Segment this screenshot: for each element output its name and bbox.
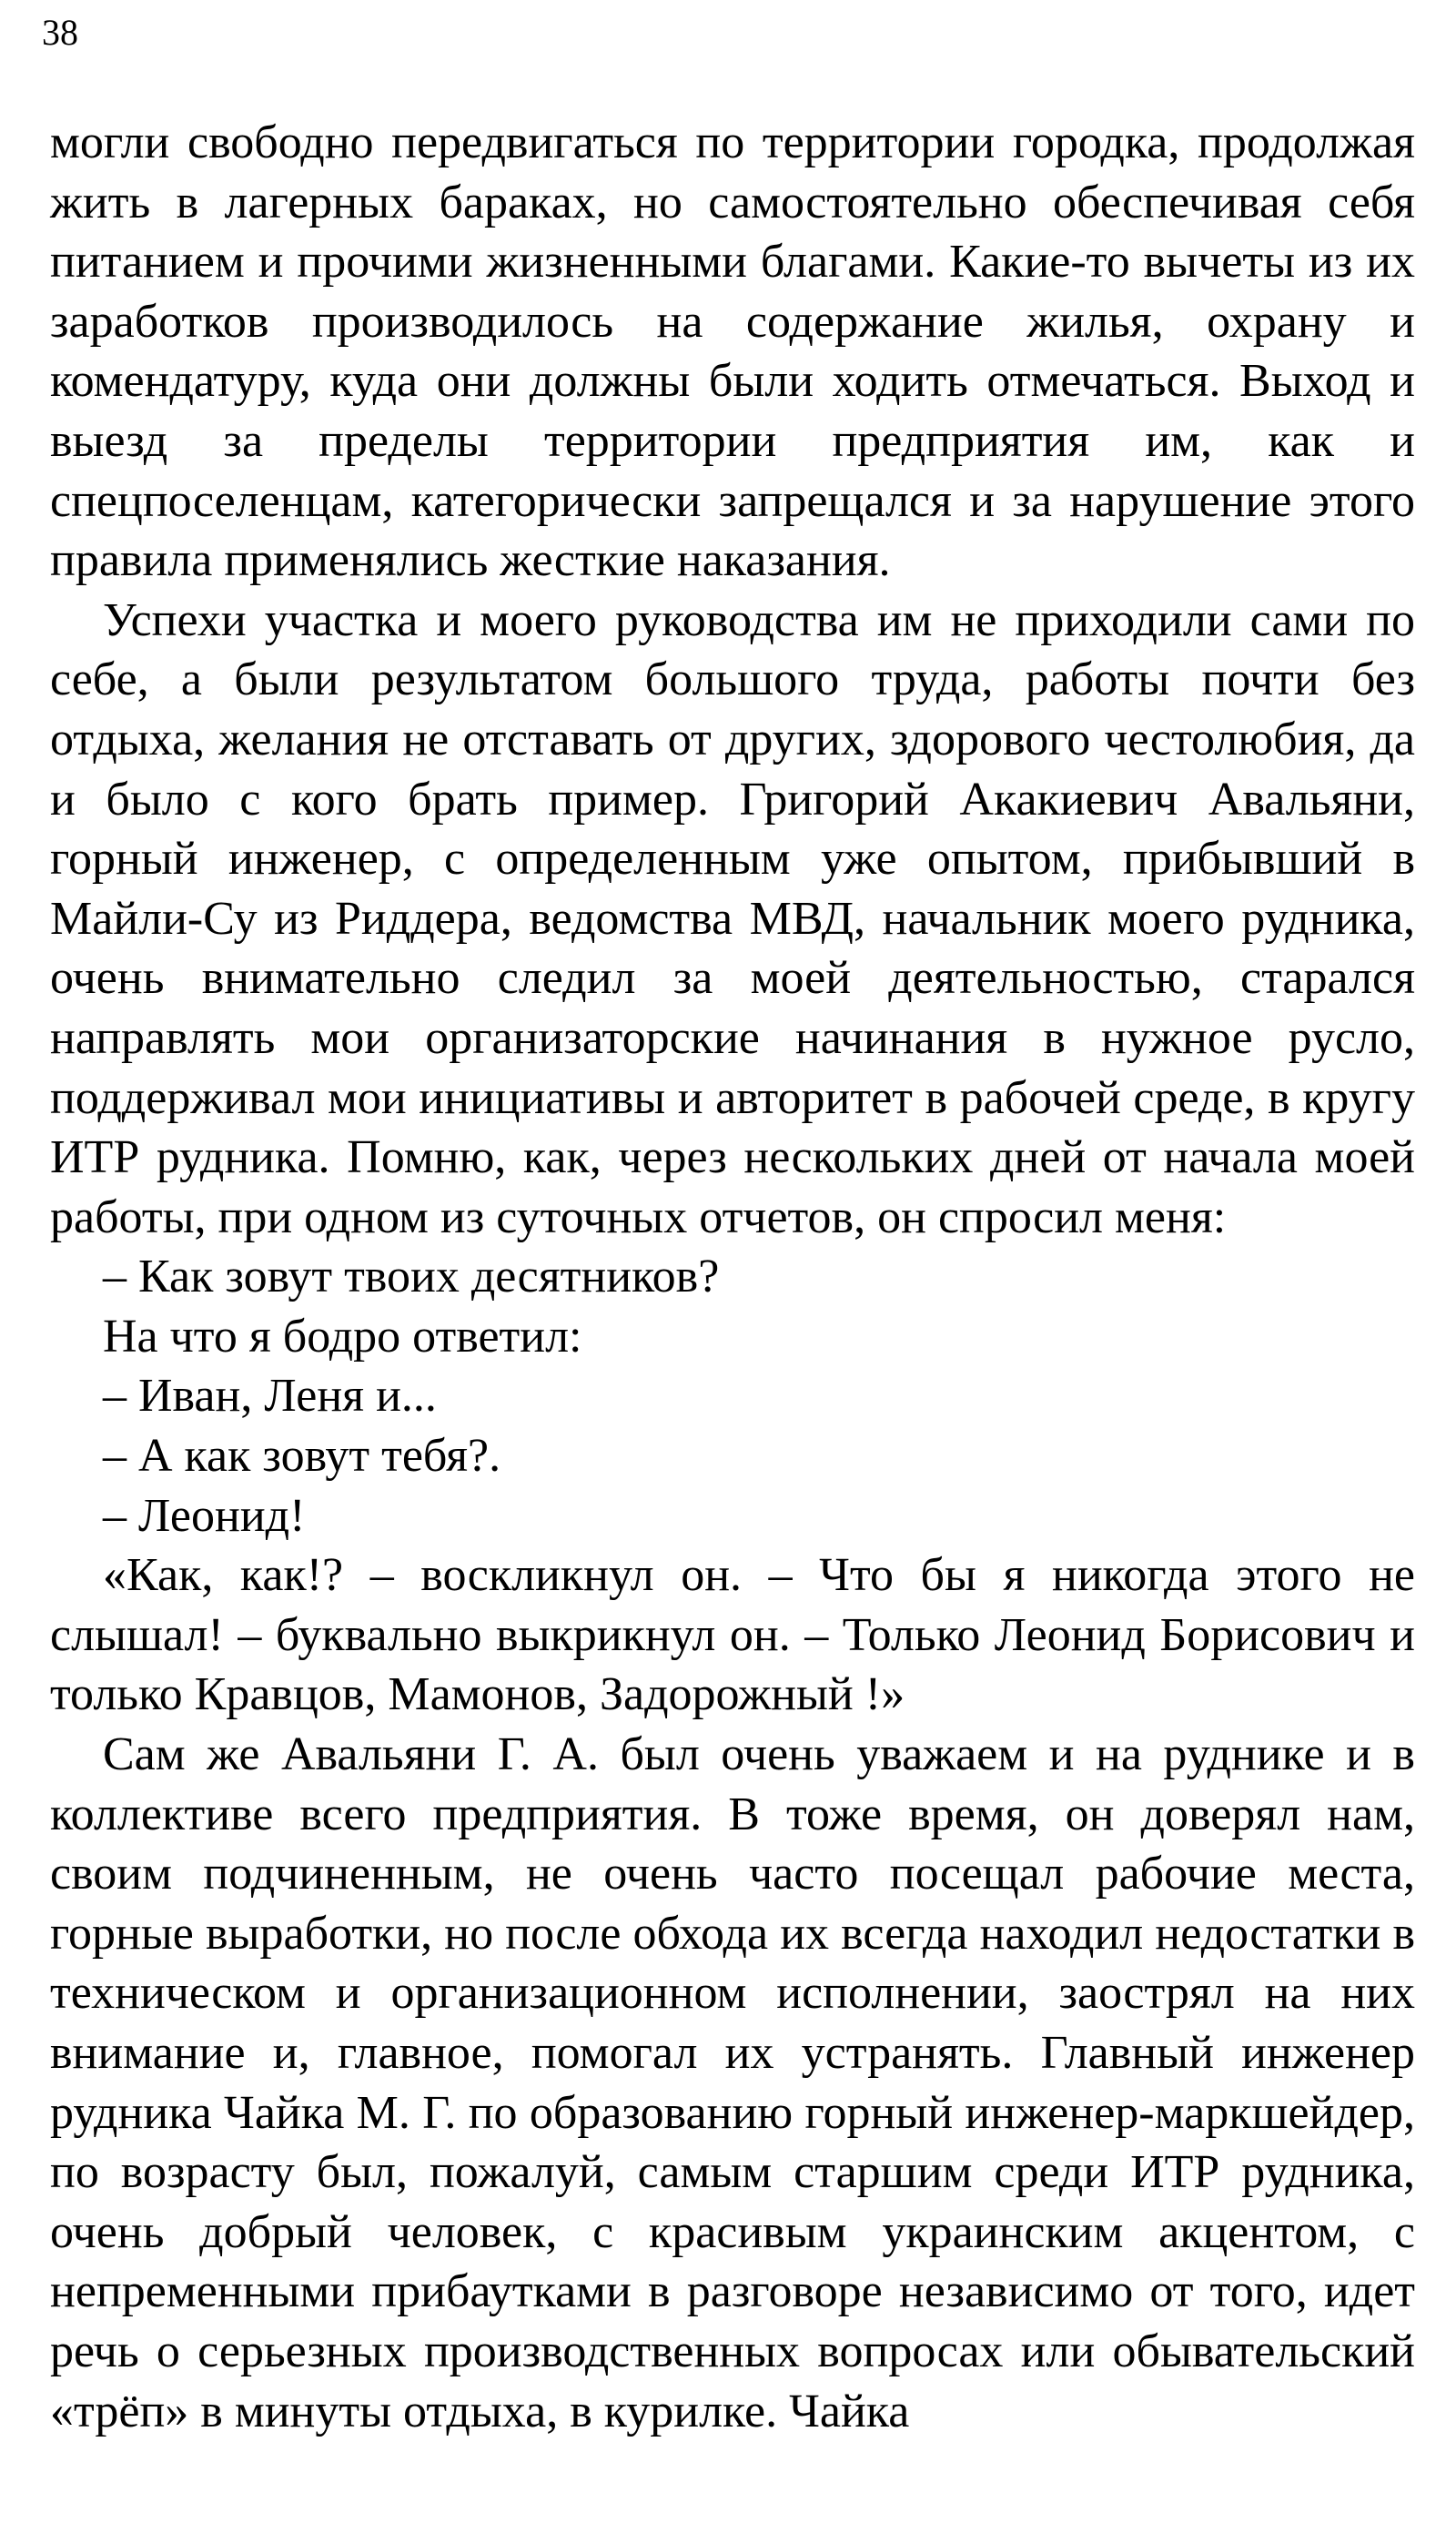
- dialogue-line: – Леонид!: [103, 1489, 306, 1542]
- paragraph-continued: могли свободно передвигаться по территории городка, продолжая жить в лагерных бараках, но самостоятельно обеспечивая себя питанием и прочими жизненными благами. Какие-то вычеты из их заработков производилось на содержание жилья, охрану и комендатуру, куда они должны были ходить отмечаться. Выход и выезд за пределы территории предприятия им, как и спецпоселенцам, категорически запрещался и за нарушение этого правила применялись жесткие наказания.: [50, 117, 1415, 587]
- page-number: 38: [42, 12, 78, 53]
- dialogue-line: – А как зовут тебя?.: [103, 1430, 501, 1483]
- paragraph-quote: «Как, как!? – воскликнул он. – Что бы я никогда этого не слышал! – буквально выкрикнул он. – Только Леонид Борисович и только Кравцов, Мамонов, Задорожный !»: [50, 1549, 1415, 1721]
- dialogue-line: – Как зовут твоих десятников?: [103, 1251, 720, 1303]
- dialogue-line: – Иван, Леня и...: [103, 1370, 437, 1423]
- body-text: [50, 113, 1415, 2441]
- paragraph: Сам же Авальяни Г. А. был очень уважаем и на руднике и в коллективе всего предприятия. В тоже время, он доверял нам, своим подчиненным, не очень часто посещал рабочие места, горные выработки, но после обхода их всегда находил недостатки в техническом и организационном исполнении, заострял на них внимание и, главное, помогал их устранять. Главный инженер рудника Чайка М. Г. по образованию горный инженер-маркшейдер, по возрасту был, пожалуй, самым старшим среди ИТР рудника, очень добрый человек, с красивым украинским акцентом, с непременными прибаутками в разговоре независимо от того, идет речь о серьезных производственных вопросах или обывательский «трёп» в минуты отдыха, в курилке. Чайка: [50, 1728, 1415, 2437]
- paragraph: Успехи участка и моего руководства им не приходили сами по себе, а были результатом большого труда, работы почти без отдыха, желания не отставать от других, здорового честолюбия, да и было с кого брать пример. Григорий Акакиевич Авальяни, горный инженер, с определенным уже опытом, прибывший в Майли-Су из Риддера, ведомства МВД, начальник моего рудника, очень внимательно следил за моей деятельностью, старался направлять мои организаторские начинания в нужное русло, поддерживал мои инициативы и авторитет в рабочей среде, в кругу ИТР рудника. Помню, как, через нескольких дней от начала моей работы, при одном из суточных отчетов, он спросил меня:: [50, 593, 1415, 1243]
- dialogue-line: На что я бодро ответил:: [103, 1310, 582, 1363]
